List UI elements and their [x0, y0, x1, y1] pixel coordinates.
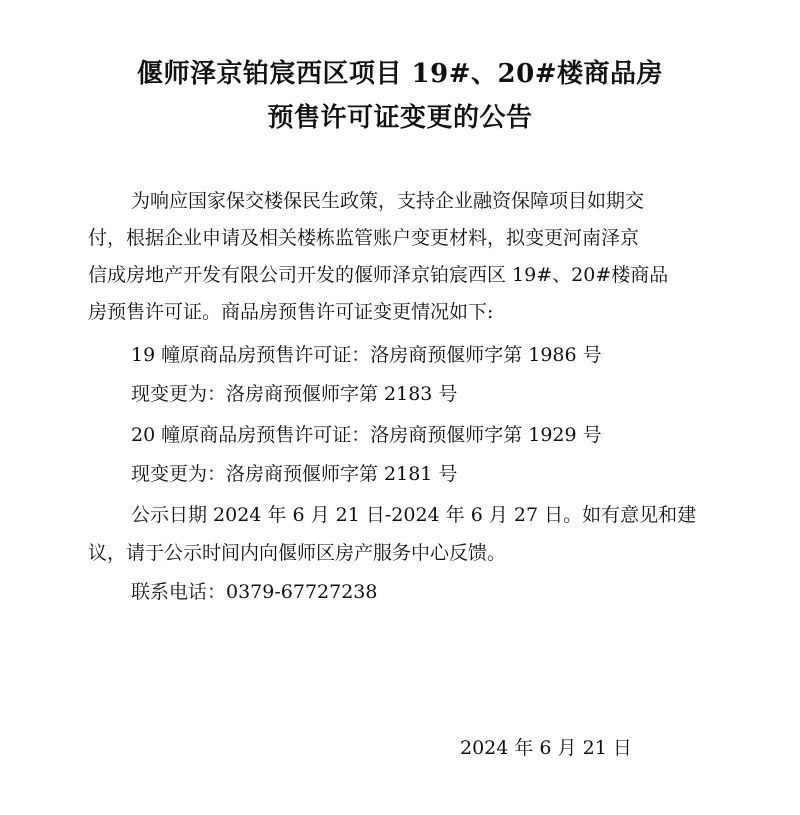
notice-line: 公示日期 2024 年 6 月 21 日-2024 年 6 月 27 日。如有意见和建 — [131, 504, 697, 526]
building-19-original-permit: 19 幢原商品房预售许可证：洛房商预偃师字第 1986 号 — [131, 344, 602, 366]
paragraph-line: 付，根据企业申请及相关楼栋监管账户变更材料，拟变更河南泽京 — [88, 227, 640, 249]
document-date: 2024 年 6 月 21 日 — [460, 737, 632, 759]
document-title-line-1: 偃师泽京铂宸西区项目 19#、20#楼商品房 — [137, 59, 663, 89]
paragraph-line: 信成房地产开发有限公司开发的偃师泽京铂宸西区 19#、20#楼商品 — [88, 264, 669, 286]
notice-line: 议，请于公示时间内向偃师区房产服务中心反馈。 — [88, 542, 507, 564]
document-title-line-2: 预售许可证变更的公告 — [267, 103, 533, 133]
building-20-new-permit: 现变更为：洛房商预偃师字第 2181 号 — [131, 463, 458, 485]
contact-phone: 联系电话：0379-67727238 — [131, 581, 378, 603]
building-20-original-permit: 20 幢原商品房预售许可证：洛房商预偃师字第 1929 号 — [131, 424, 602, 446]
paragraph-line: 房预售许可证。商品房预售许可证变更情况如下: — [88, 301, 494, 323]
paragraph-line: 为响应国家保交楼保民生政策，支持企业融资保障项目如期交 — [131, 190, 645, 212]
building-19-new-permit: 现变更为：洛房商预偃师字第 2183 号 — [131, 383, 458, 405]
